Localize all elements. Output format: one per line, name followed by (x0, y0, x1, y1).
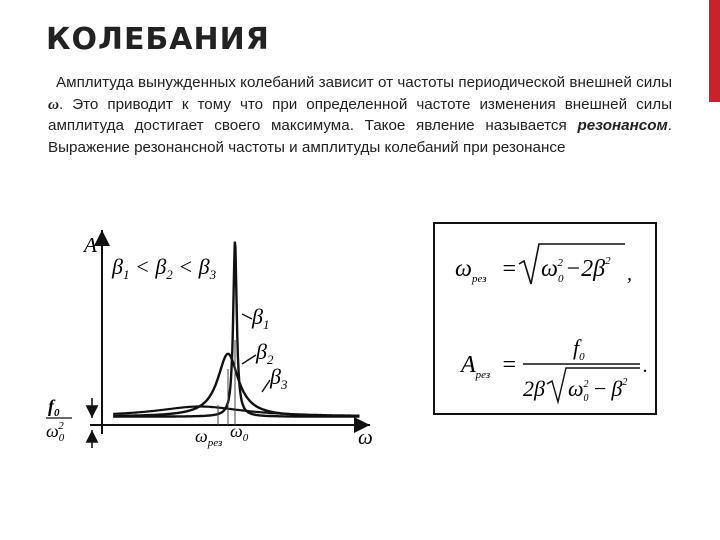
paragraph-part-3: . Выражение резонансной частоты и амплитуды колебаний при резонансе (48, 117, 672, 156)
beta-relation: $\beta_1 < \beta_2 < \beta_3$ (112, 254, 217, 282)
x-axis-label: ω (358, 425, 373, 449)
amp-equals: = (501, 352, 518, 378)
omega-symbol: ω (48, 95, 59, 113)
curve-beta-2 (113, 354, 359, 416)
resonance-graph (30, 222, 390, 462)
tick-omega-res: $\omega_{рез}$ (195, 426, 223, 449)
curve-label-beta-1: $\beta_1$ (252, 304, 270, 332)
freq-trailing-comma: , (627, 263, 632, 285)
formula-box (433, 222, 657, 415)
y-marker-numerator: $f_0$ (48, 396, 60, 419)
body-paragraph (48, 72, 672, 158)
amp-numerator: $f_0$ (573, 335, 585, 363)
paragraph-part-1: Амплитуда вынужденных колебаний зависит от частоты периодической внешней силы (56, 74, 672, 91)
curve-label-beta-3: $\beta_3$ (270, 364, 288, 392)
freq-lhs: $\omega_{рез}$ (455, 256, 487, 285)
curve-label-beta-2: $\beta_2$ (256, 339, 274, 367)
amp-trailing-period: . (643, 355, 648, 377)
tick-omega-0: $\omega_0$ (230, 421, 249, 444)
accent-bar (709, 0, 720, 102)
curve-pointer-beta-3 (262, 380, 270, 392)
amp-radicand: $\omega_02 - \beta^2$ (568, 376, 628, 404)
slide-title: КОЛЕБАНИЯ (46, 22, 270, 57)
y-marker-denominator: $\omega_02$ (46, 420, 65, 444)
freq-equals: = (501, 256, 518, 282)
freq-radicand: $\omega_02-2\beta^2$ (541, 255, 611, 285)
amp-denominator-coef: 2β (523, 376, 545, 401)
amp-lhs: $A_{рез}$ (461, 352, 491, 381)
paragraph-part-2: . Это приводит к тому что при определенной частоте изменения внешней силы амплитуда достигает своего максимума. Такое явление называется (48, 95, 672, 134)
curve-pointer-beta-1 (242, 314, 252, 319)
y-axis-label: A (84, 233, 97, 257)
resonance-term: резонансом (577, 117, 668, 134)
curve-pointer-beta-2 (242, 355, 256, 364)
